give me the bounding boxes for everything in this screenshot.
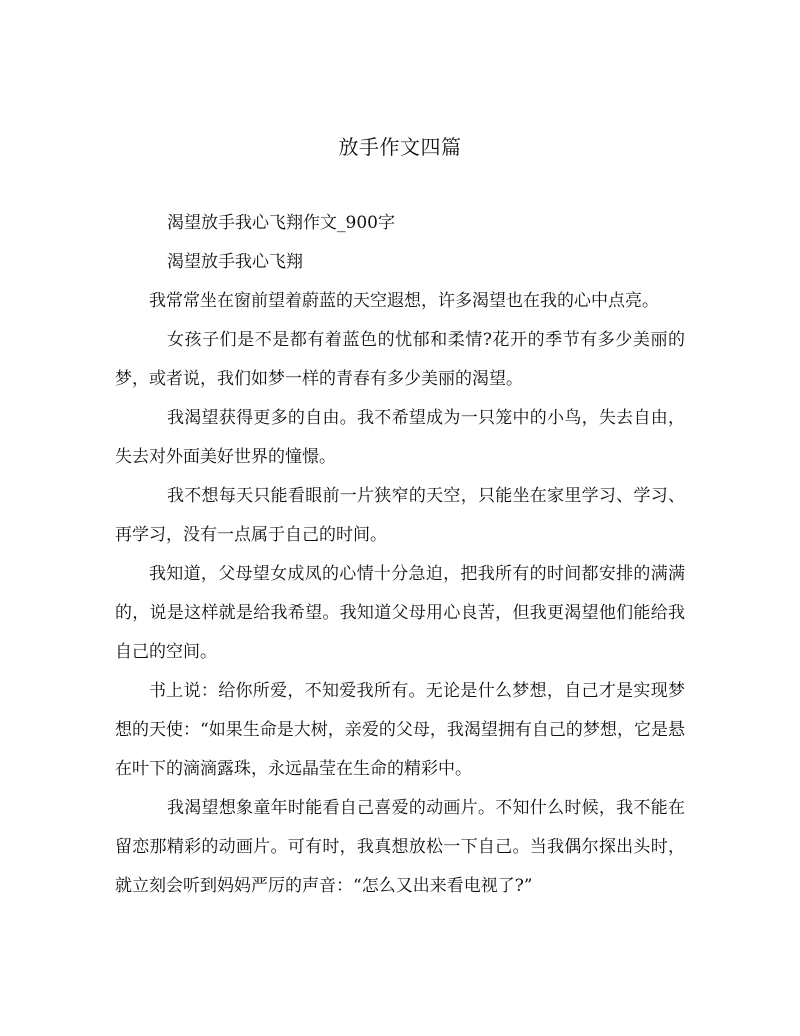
paragraph: 书上说：给你所爱，不知爱我所有。无论是什么梦想，自己才是实现梦想的天使：“如果生命是大树，亲爱的父母，我渴望拥有自己的梦想，它是悬在叶下的滴滴露珠，永远晶莹在生命的精彩中。 [115, 681, 685, 779]
document-body [115, 204, 685, 906]
document-title: 放手作文四篇 [338, 135, 462, 159]
paragraph: 我渴望获得更多的自由。我不希望成为一只笼中的小鸟，失去自由，失去对外面美好世界的憧憬。 [115, 408, 685, 467]
section-heading: 渴望放手我心飞翔 [167, 252, 303, 272]
paragraph: 我渴望想象童年时能看自己喜爱的动画片。不知什么时候，我不能在留恋那精彩的动画片。可有时，我真想放松一下自己。当我偶尔探出头时，就立刻会听到妈妈严厉的声音：“怎么又出来看电视了?” [115, 798, 685, 896]
paragraph: 我知道，父母望女成凤的心情十分急迫，把我所有的时间都安排的满满的，说是这样就是给我希望。我知道父母用心良苦，但我更渴望他们能给我自己的空间。 [115, 564, 685, 662]
subtitle: 渴望放手我心飞翔作文_900字 [167, 213, 395, 233]
paragraph: 我常常坐在窗前望着蔚蓝的天空遐想，许多渴望也在我的心中点亮。 [149, 291, 659, 311]
paragraph: 我不想每天只能看眼前一片狭窄的天空，只能坐在家里学习、学习、再学习，没有一点属于自己的时间。 [115, 486, 685, 545]
paragraph: 女孩子们是不是都有着蓝色的忧郁和柔情?花开的季节有多少美丽的梦，或者说，我们如梦一样的青春有多少美丽的渴望。 [115, 330, 685, 389]
